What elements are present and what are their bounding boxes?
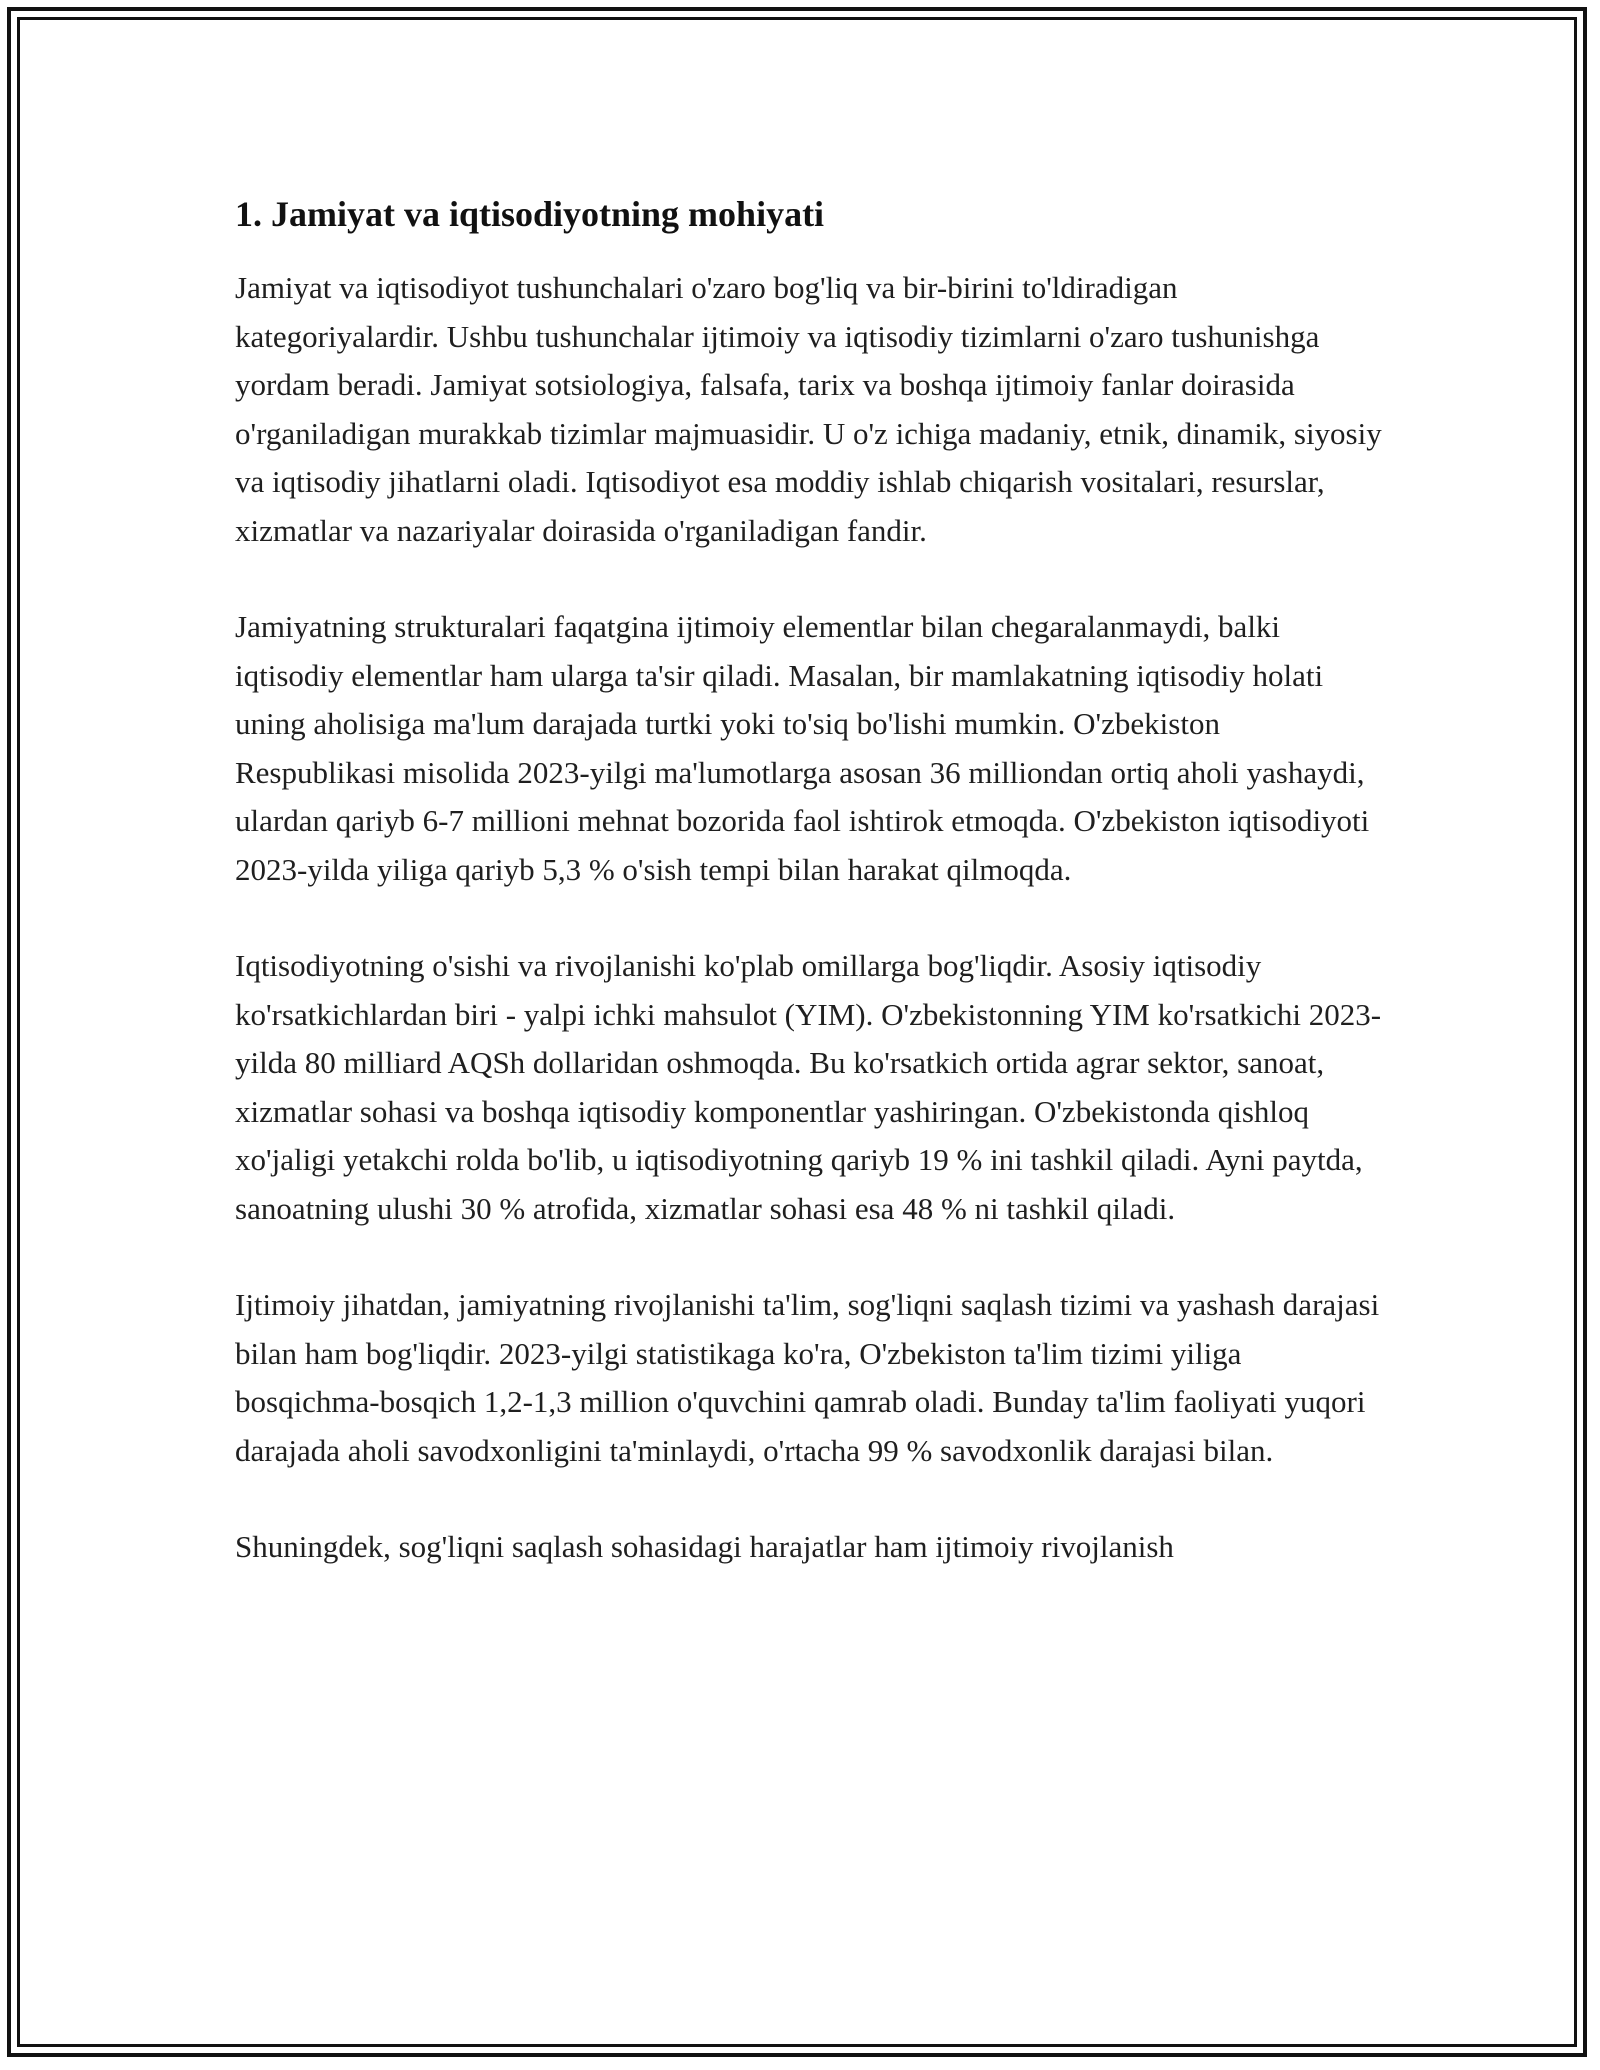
paragraph-1: Jamiyat va iqtisodiyot tushunchalari o'zaro bog'liq va bir-birini to'ldiradigan kategoriyalardir. Ushbu tushunchalar ijtimoiy va iqtisodiy tizimlarni o'zaro tushunishga yordam beradi. Jamiyat sotsiologiya, falsafa, tarix va boshqa ijtimoiy fanlar doirasida o'rganiladigan murakkab tizimlar majmuasidir. U o'z ichiga madaniy, etnik, dinamik, siyosiy va iqtisodiy jihatlarni oladi. Iqtisodiyot esa moddiy ishlab chiqarish vositalari, resurslar, xizmatlar va nazariyalar doirasida o'rganiladigan fandir. — [235, 270, 1382, 548]
paragraph-2: Jamiyatning strukturalari faqatgina ijtimoiy elementlar bilan chegaralanmaydi, balki iqtisodiy elementlar ham ularga ta'sir qiladi. Masalan, bir mamlakatning iqtisodiy holati uning aholisiga ma'lum darajada turtki yoki to'siq bo'lishi mumkin. O'zbekiston Respublikasi misolida 2023-yilgi ma'lumotlarga asosan 36 milliondan ortiq aholi yashaydi, ulardan qariyb 6-7 millioni mehnat bozorida faol ishtirok etmoqda. O'zbekiston iqtisodiyoti 2023-yilda yiliga qariyb 5,3 % o'sish tempi bilan harakat qilmoqda. — [235, 609, 1370, 887]
document-body — [235, 186, 1385, 1620]
paragraph-4: Ijtimoiy jihatdan, jamiyatning rivojlanishi ta'lim, sog'liqni saqlash tizimi va yashash darajasi bilan ham bog'liqdir. 2023-yilgi statistikaga ko'ra, O'zbekiston ta'lim tizimi yiliga bosqichma-bosqich 1,2-1,3 million o'quvchini qamrab oladi. Bunday ta'lim faoliyati yuqori darajada aholi savodxonligini ta'minlaydi, o'rtacha 99 % savodxonlik darajasi bilan. — [235, 1287, 1380, 1468]
section-heading: 1. Jamiyat va iqtisodiyotning mohiyati — [235, 194, 825, 234]
paragraph-5: Shuningdek, sog'liqni saqlash sohasidagi harajatlar ham ijtimoiy rivojlanish — [235, 1529, 1174, 1564]
paragraph-3: Iqtisodiyotning o'sishi va rivojlanishi ko'plab omillarga bog'liqdir. Asosiy iqtisodiy ko'rsatkichlardan biri - yalpi ichki mahsulot (YIM). O'zbekistonning YIM ko'rsatkichi 2023-yilda 80 milliard AQSh dollaridan oshmoqda. Bu ko'rsatkich ortida agrar sektor, sanoat, xizmatlar sohasi va boshqa iqtisodiy komponentlar yashiringan. O'zbekistonda qishloq xo'jaligi yetakchi rolda bo'lib, u iqtisodiyotning qariyb 19 % ini tashkil qiladi. Ayni paytda, sanoatning ulushi 30 % atrofida, xizmatlar sohasi esa 48 % ni tashkil qiladi. — [235, 948, 1382, 1226]
